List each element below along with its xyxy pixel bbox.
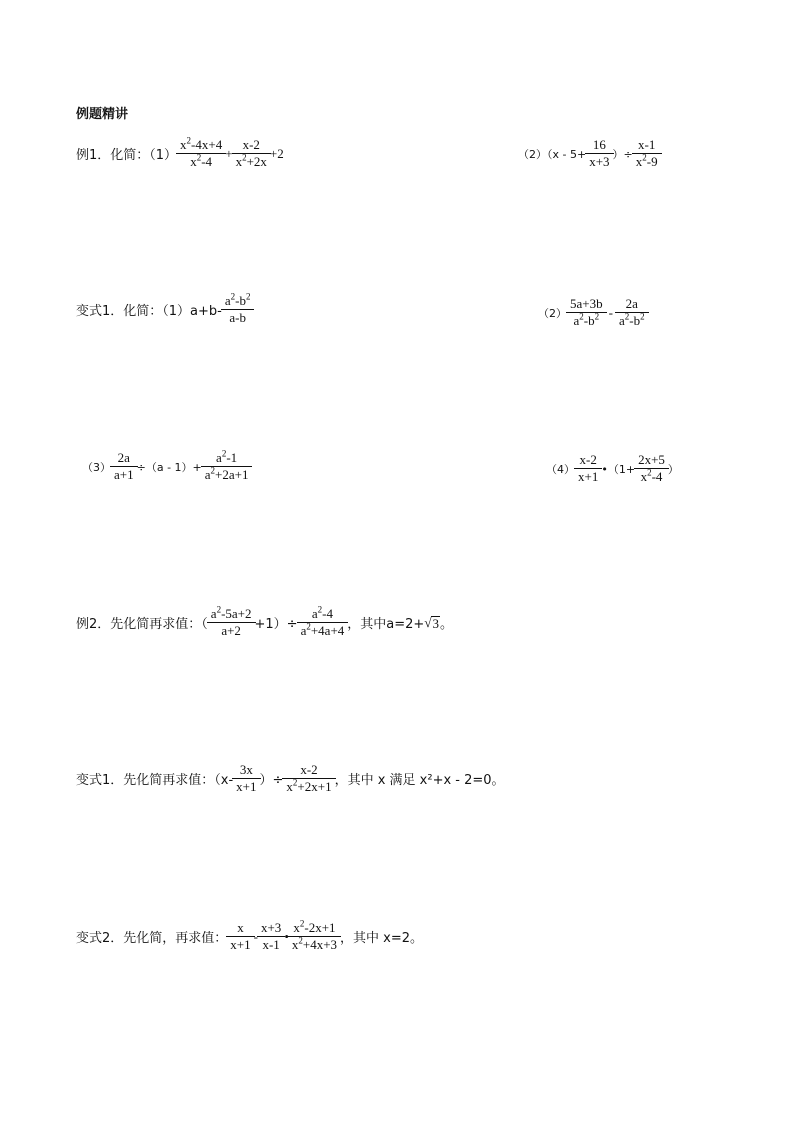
fraction: $\frac{a^2-1}{a^2+2a+1}$: [203, 450, 251, 483]
fraction: $\frac{2a}{a^2-b^2}$: [617, 296, 647, 329]
section-heading: 例题精讲: [76, 107, 129, 122]
fraction: $\frac{a^2-b^2}{a-b}$: [223, 293, 253, 326]
fraction: $\frac{3x}{x+1}$: [234, 762, 258, 795]
variant1-problem3: （3） $\frac{2a}{a+1}$ ÷（a - 1）+ $\frac{a^2-1}{a^2+2a+1}$: [82, 450, 251, 483]
fraction: $\frac{2a}{a+1}$: [112, 450, 136, 483]
example2-problem: 例2．先化简再求值：（ $\frac{a^2-5a+2}{a+2}$ +1）÷ $\frac{a^2-4}{a^2+4a+4}$ ，其中a=2+ √ 3 。: [76, 604, 453, 638]
example1-problem2: （2）（x - 5+ $\frac{16}{x+3}$ ）÷ $\frac{x-1}{x^2-9}$: [518, 137, 661, 170]
example1-label: 例1．化简：（1）: [76, 148, 178, 163]
fraction: $\frac{5a+3b}{a^2-b^2}$: [568, 296, 605, 329]
fraction: $\frac{x-2}{x^2+2x}$: [234, 137, 269, 170]
fraction: $\frac{x+3}{x-1}$: [259, 920, 283, 953]
fraction: $\frac{x^2-4x+4}{x^2-4}$: [178, 137, 224, 170]
fraction: $\frac{x^2-2x+1}{x^2+4x+3}$: [290, 920, 339, 953]
variant1-problem1: 变式1．化简：（1）a+b- $\frac{a^2-b^2}{a-b}$: [76, 293, 253, 326]
fraction: $\frac{x-2}{x^2+2x+1}$: [284, 762, 333, 795]
fraction: $\frac{a^2-4}{a^2+4a+4}$: [299, 606, 347, 639]
sqrt-symbol: √ 3: [424, 614, 439, 631]
fraction: $\frac{x-2}{x+1}$: [576, 452, 600, 485]
fraction: $\frac{16}{x+3}$: [587, 137, 611, 170]
fraction: $\frac{2x+5}{x^2-4}$: [636, 452, 667, 485]
variant2-evaluate: 变式2．先化简，再求值： $\frac{x}{x+1}$ - $\frac{x+3}{x-1}$ • $\frac{x^2-2x+1}{x^2+4x+3}$ ，其中 x=2。: [76, 918, 424, 952]
variant1-evaluate: 变式1．先化简再求值：（x- $\frac{3x}{x+1}$ ）÷ $\frac{x-2}{x^2+2x+1}$ ，其中 x 满足 x²+x - 2=0。: [76, 762, 505, 794]
fraction: $\frac{a^2-5a+2}{a+2}$: [209, 606, 254, 639]
variant1-problem2: （2） $\frac{5a+3b}{a^2-b^2}$ - $\frac{2a}{a^2-b^2}$: [538, 296, 648, 329]
fraction: $\frac{x-1}{x^2-9}$: [634, 137, 660, 170]
fraction: $\frac{x}{x+1}$: [228, 920, 252, 953]
example1-problem1: 例1．化简：（1） $\frac{x^2-4x+4}{x^2-4}$ + $\frac{x-2}{x^2+2x}$ +2: [76, 135, 284, 169]
variant1-problem4: （4） $\frac{x-2}{x+1}$ •（1+ $\frac{2x+5}{x^2-4}$ ）: [546, 452, 679, 484]
